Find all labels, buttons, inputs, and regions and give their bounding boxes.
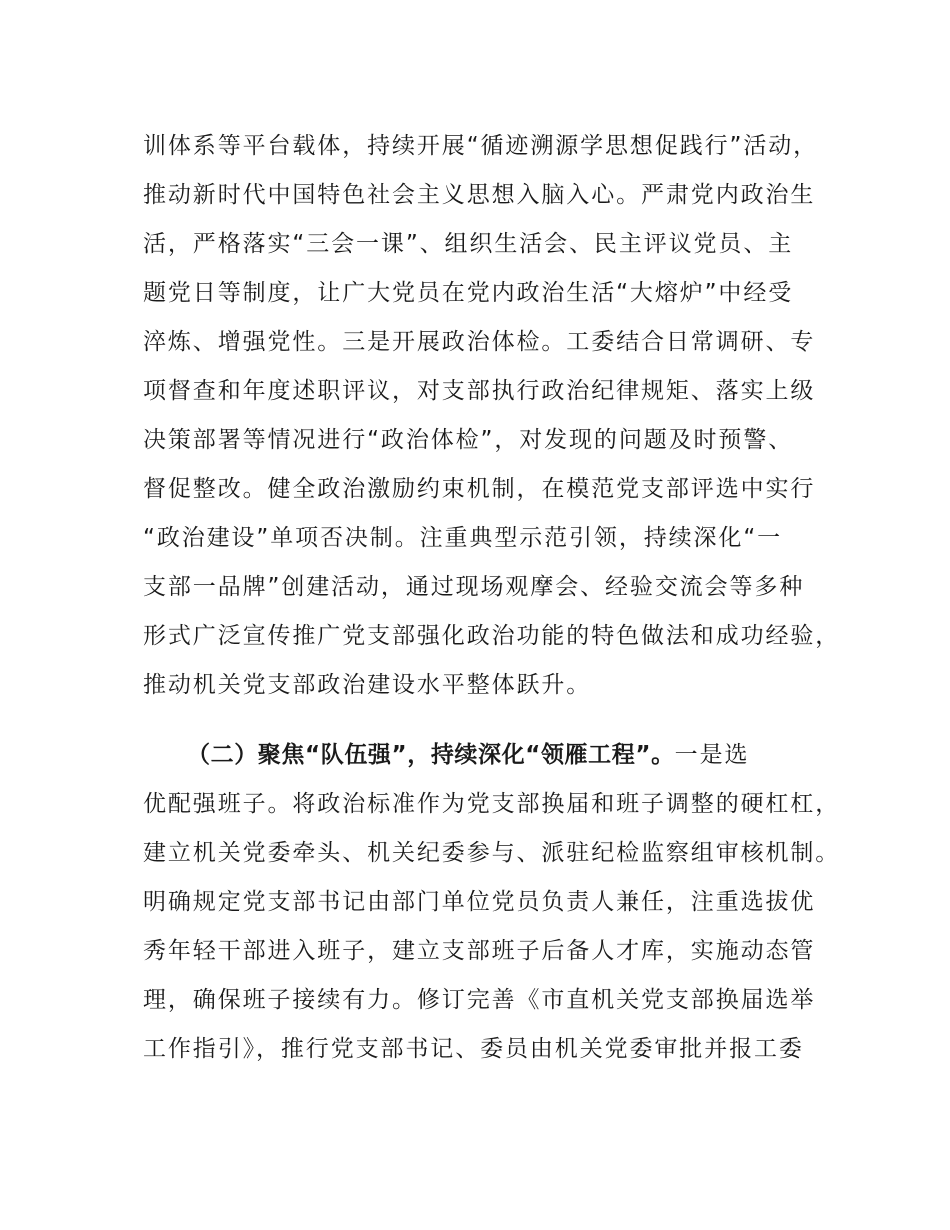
heading-continuation: 一是选	[674, 742, 750, 768]
text-line: 推动机关党支部政治建设水平整体跃升。	[143, 672, 592, 698]
text-line: 项督查和年度述职评议，对支部执行政治纪律规矩、落实上级	[143, 378, 816, 404]
text-line: “政治建设”单项否决制。注重典型示范引领，持续深化“一	[143, 525, 783, 551]
text-line: 题党日等制度，让广大党员在党内政治生活“大熔炉”中经受	[143, 280, 794, 306]
text-line: 推动新时代中国特色社会主义思想入脑入心。严肃党内政治生	[143, 182, 816, 208]
text-line: 训体系等平台载体，持续开展“循迹溯源学思想促践行”活动，	[143, 133, 819, 159]
text-line: 督促整改。健全政治激励约束机制，在模范党支部评选中实行	[143, 476, 816, 502]
text-line: 形式广泛宣传推广党支部强化政治功能的特色做法和成功经验，	[143, 623, 841, 649]
text-line: 明确规定党支部书记由部门单位党员负责人兼任，注重选拔优	[143, 889, 816, 915]
text-line: 建立机关党委牵头、机关纪委参与、派驻纪检监察组审核机制。	[143, 840, 841, 866]
text-line: 秀年轻干部进入班子，建立支部班子后备人才库，实施动态管	[143, 938, 816, 964]
section-heading: （二）聚焦“队伍强”，持续深化“领雁工程”。	[187, 742, 675, 768]
text-line: 工作指引》，推行党支部书记、委员由机关党委审批并报工委	[143, 1036, 804, 1062]
text-line: 理，确保班子接续有力。修订完善《市直机关党支部换届选举	[143, 987, 816, 1013]
text-line: 优配强班子。将政治标准作为党支部换届和班子调整的硬杠杠，	[143, 791, 841, 817]
text-line: 活，严格落实“三会一课”、组织生活会、民主评议党员、主	[143, 231, 794, 257]
text-line: 支部一品牌”创建活动，通过现场观摩会、经验交流会等多种	[143, 574, 805, 600]
text-line: 决策部署等情况进行“政治体检”，对发现的问题及时预警、	[143, 427, 794, 453]
text-line: 淬炼、增强党性。三是开展政治体检。工委结合日常调研、专	[143, 329, 816, 355]
section-heading-line	[187, 737, 749, 773]
